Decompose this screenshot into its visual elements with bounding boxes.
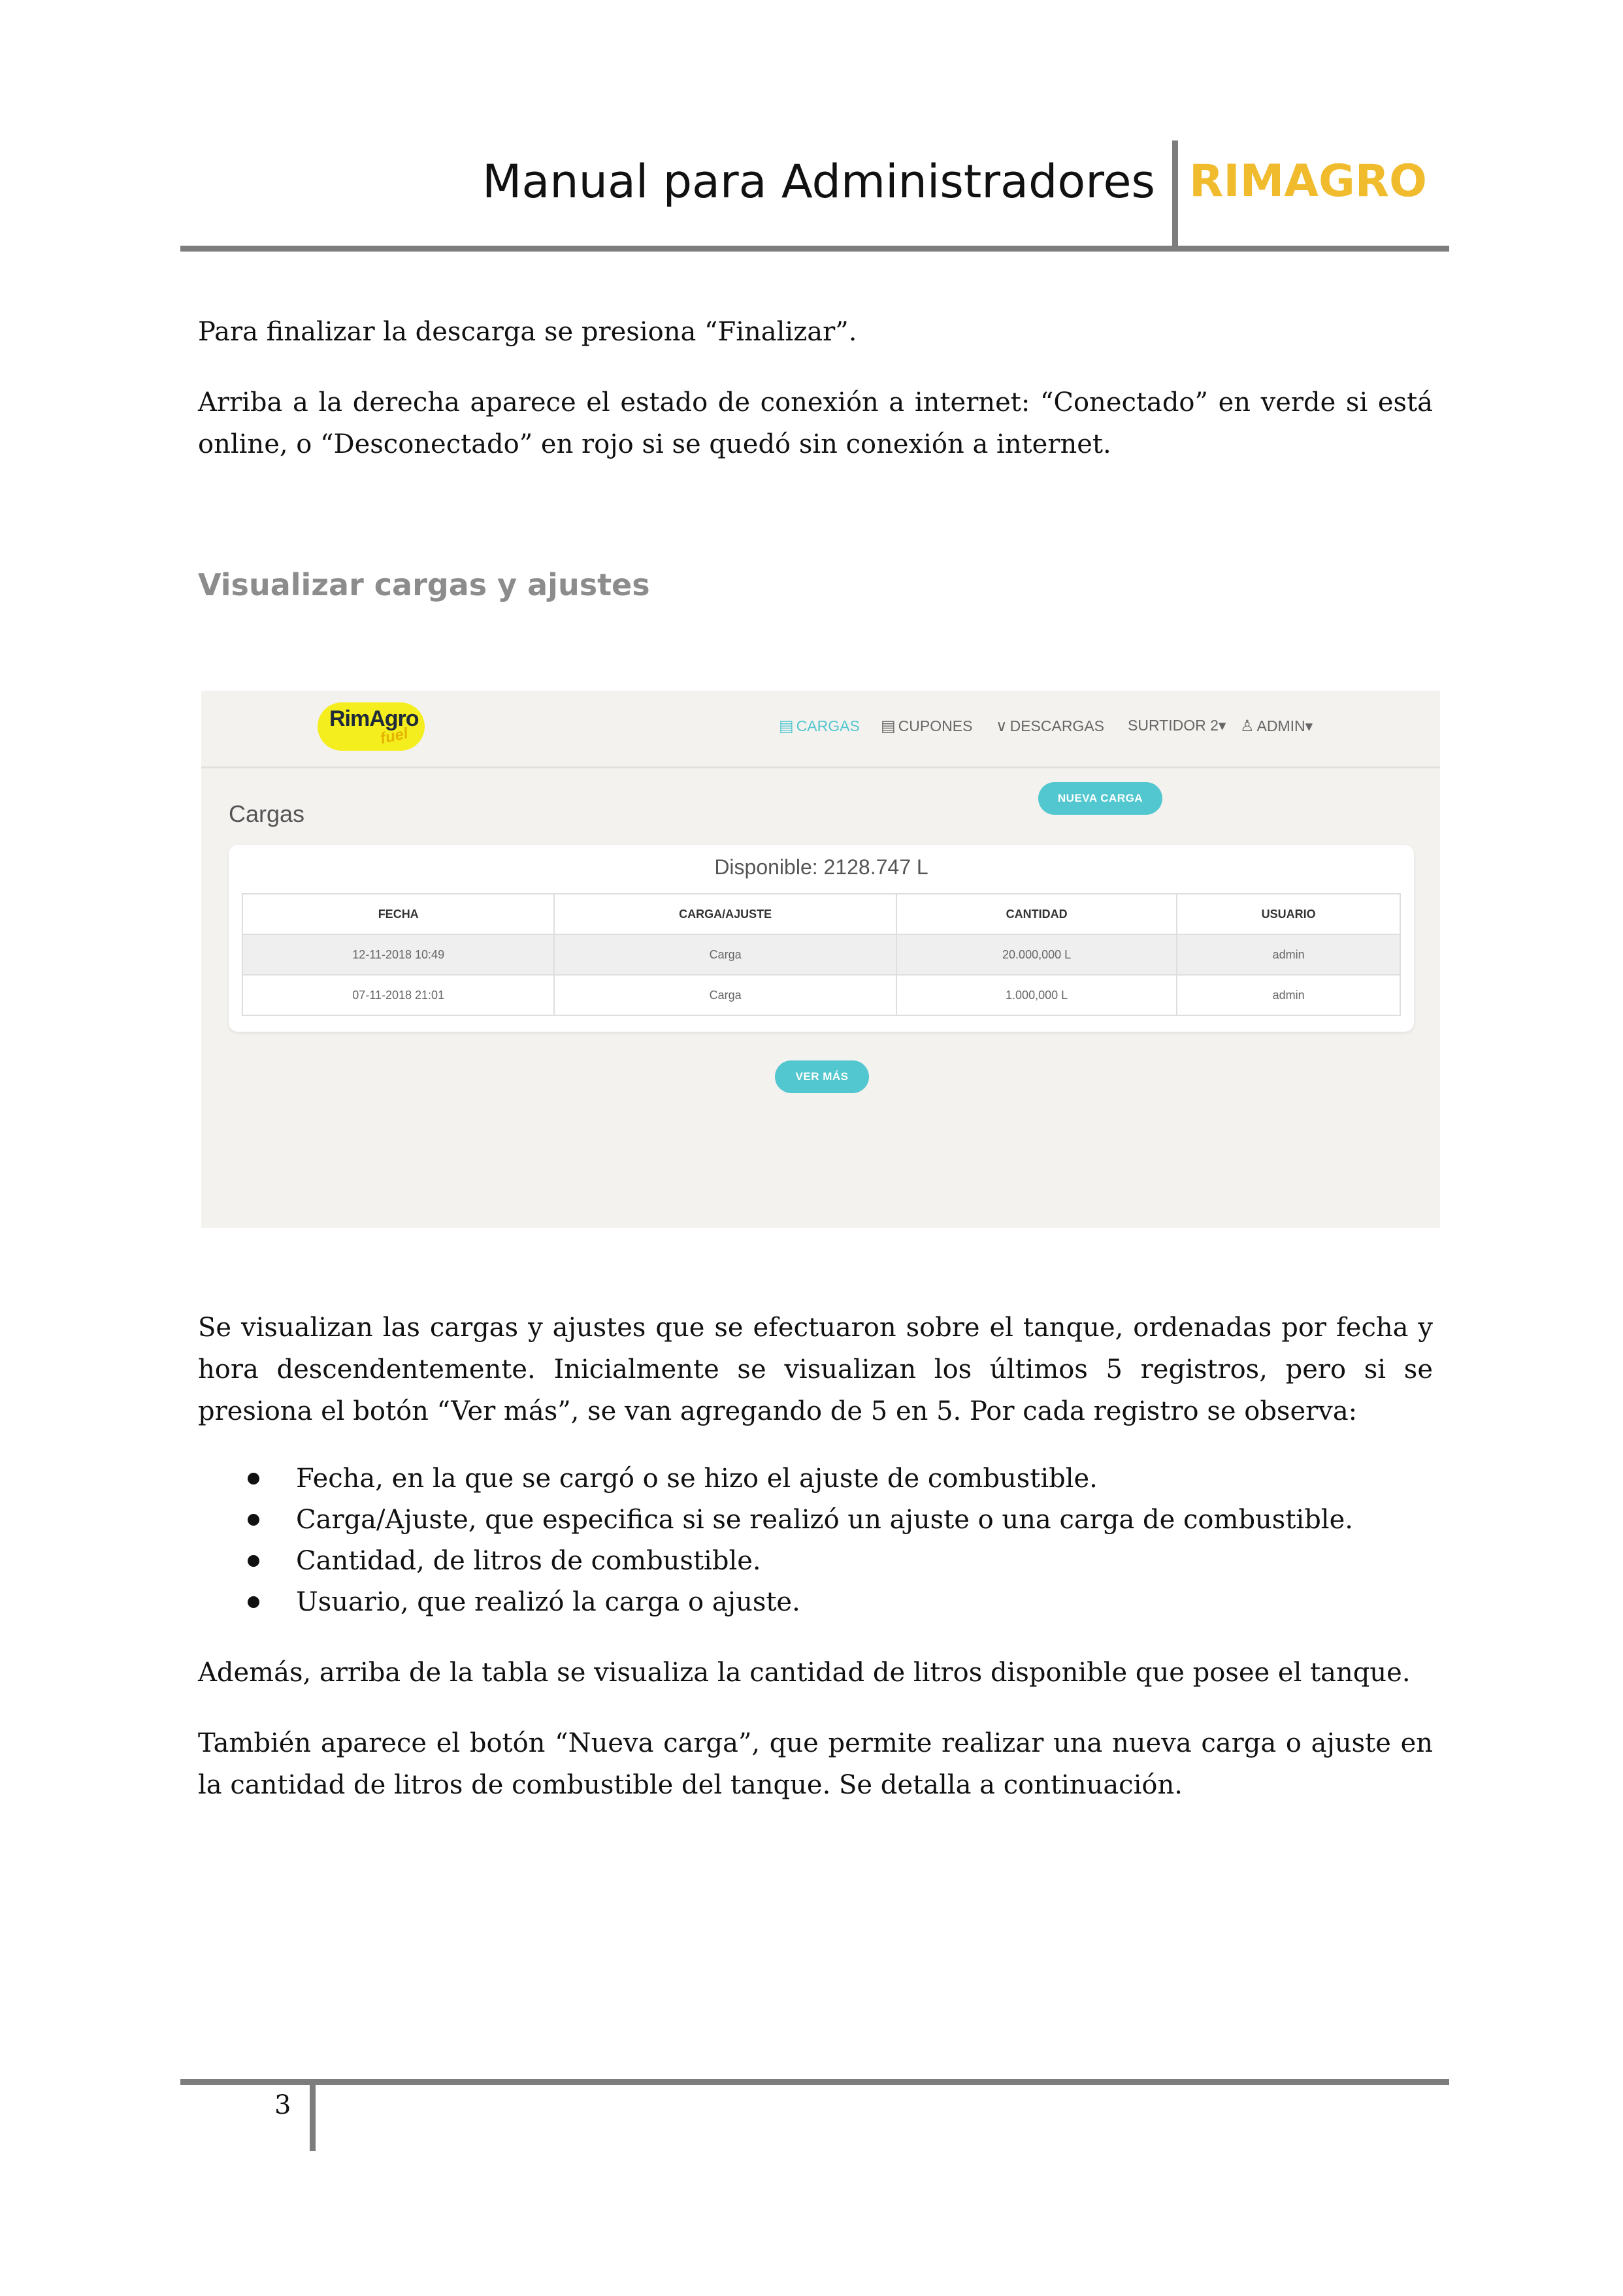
disponible-label: Disponible: 2128.747 L	[714, 855, 928, 879]
page-number: 3	[274, 2090, 291, 2120]
paragraph-finalizar: Para finalizar la descarga se presiona “Finalizar”.	[198, 317, 857, 347]
chevron-down-icon: ∨	[996, 717, 1008, 735]
nueva-carga-button[interactable]: NUEVA CARGA	[1038, 782, 1162, 815]
bullet-icon	[248, 1555, 259, 1567]
column-header-fecha[interactable]: FECHA	[242, 894, 554, 934]
cargas-card	[229, 845, 1414, 1032]
cell-usuario: admin	[1177, 934, 1400, 975]
list-item-text: Fecha, en la que se cargó o se hizo el ajuste de combustible.	[296, 1464, 1098, 1494]
footer-divider	[310, 2079, 316, 2151]
list-item	[198, 1582, 1433, 1623]
ver-mas-button[interactable]: VER MÁS	[775, 1060, 869, 1093]
bullet-icon	[248, 1514, 259, 1526]
list-item	[198, 1458, 1433, 1500]
list-item-text: Carga/Ajuste, que especifica si se realizó un ajuste o una carga de combustible.	[296, 1505, 1353, 1535]
nav-cupones[interactable]	[881, 717, 972, 736]
table-row[interactable]	[242, 934, 1400, 975]
list-item-text: Usuario, que realizó la carga o ajuste.	[296, 1587, 800, 1617]
bullet-icon	[248, 1596, 259, 1608]
nav-descargas[interactable]	[996, 717, 1104, 736]
column-header-carga-ajuste[interactable]: CARGA/AJUSTE	[554, 894, 896, 934]
nav-surtidor-dropdown[interactable]	[1128, 717, 1226, 734]
cell-fecha: 12-11-2018 10:49	[242, 934, 554, 975]
cell-cantidad: 20.000,000 L	[896, 934, 1177, 975]
list-item	[198, 1500, 1433, 1541]
table-header-row	[242, 894, 1400, 934]
header-rule	[180, 246, 1449, 252]
nav-descargas-label: DESCARGAS	[1009, 717, 1105, 734]
nav-cargas-label: CARGAS	[796, 717, 860, 734]
caret-down-icon: ▾	[1305, 717, 1313, 734]
footer-rule	[180, 2079, 1449, 2085]
nav-admin-dropdown[interactable]	[1240, 717, 1313, 736]
document-header-brand: RIMAGRO	[1189, 156, 1427, 207]
column-header-usuario[interactable]: USUARIO	[1177, 894, 1400, 934]
paragraph-visualizacion: Se visualizan las cargas y ajustes que se efectuaron sobre el tanque, ordenadas por fecha y hora descendentemente. Inicialmente se visualizan los últimos 5 registros, pero si se presiona el botón “Ver más”, se van agregando de 5 en 5. Por cada registro se observa:	[198, 1313, 1433, 1426]
nav-cupones-label: CUPONES	[898, 717, 973, 734]
app-navbar	[201, 691, 1440, 768]
receipt-icon: ▤	[881, 717, 896, 735]
logo-sub-text: fuel	[378, 724, 410, 748]
rimagro-logo[interactable]	[318, 702, 425, 751]
nav-surtidor-label: SURTIDOR 2	[1128, 717, 1219, 734]
bullet-list	[198, 1458, 1433, 1623]
logo-main-text: RimAgro	[329, 706, 419, 731]
cell-usuario: admin	[1177, 975, 1400, 1015]
cell-tipo: Carga	[554, 975, 896, 1015]
page-title: Cargas	[229, 800, 305, 827]
cell-fecha: 07-11-2018 21:01	[242, 975, 554, 1015]
paragraph-conexion: Arriba a la derecha aparece el estado de conexión a internet: “Conectado” en verde si está online, o “Desconectado” en rojo si se quedó sin conexión a internet.	[198, 387, 1433, 459]
list-item	[198, 1541, 1433, 1582]
cell-cantidad: 1.000,000 L	[896, 975, 1177, 1015]
caret-down-icon: ▾	[1218, 717, 1226, 734]
table-row[interactable]	[242, 975, 1400, 1015]
nav-cargas[interactable]	[779, 717, 860, 736]
column-header-cantidad[interactable]: CANTIDAD	[896, 894, 1177, 934]
nav-admin-label: ADMIN	[1256, 717, 1305, 734]
cell-tipo: Carga	[554, 934, 896, 975]
user-icon: ♙	[1240, 717, 1254, 735]
section-heading: Visualizar cargas y ajustes	[198, 567, 650, 602]
header-divider	[1172, 140, 1178, 250]
cargas-table	[242, 893, 1401, 1016]
app-screenshot	[201, 691, 1440, 1228]
document-header-title: Manual para Administradores	[482, 155, 1155, 208]
list-item-text: Cantidad, de litros de combustible.	[296, 1546, 761, 1576]
bullet-icon	[248, 1473, 259, 1484]
paragraph-disponible: Además, arriba de la tabla se visualiza la cantidad de litros disponible que posee el tanque.	[198, 1658, 1411, 1688]
document-icon: ▤	[779, 717, 794, 735]
paragraph-nueva-carga: También aparece el botón “Nueva carga”, que permite realizar una nueva carga o ajuste en la cantidad de litros de combustible del tanque. Se detalla a continuación.	[198, 1728, 1433, 1800]
